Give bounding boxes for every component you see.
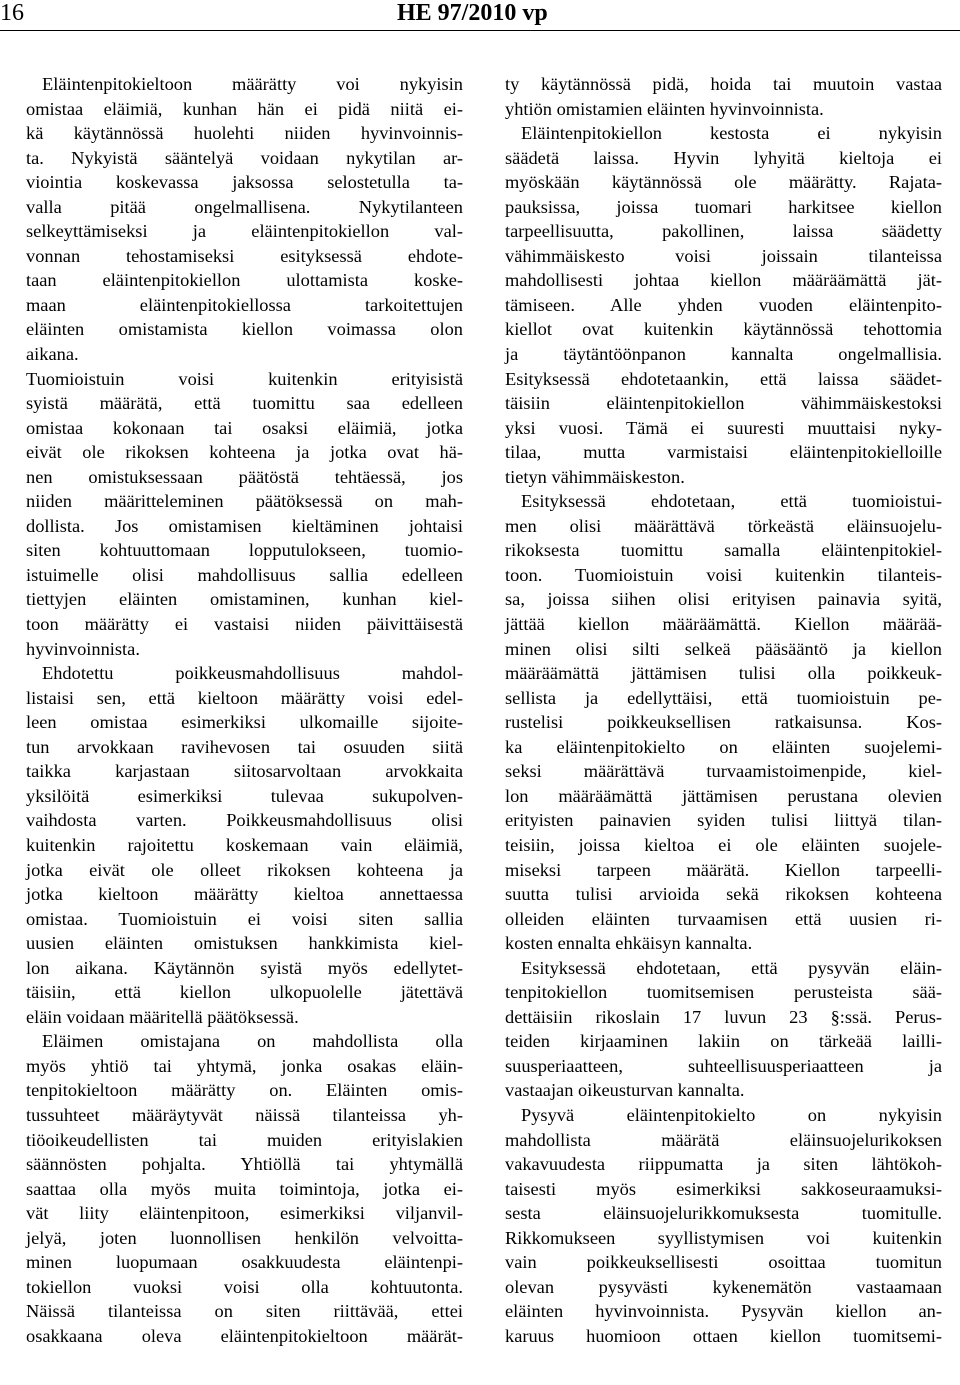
text-line: vastaajan oikeusturvan kannalta. — [505, 1080, 745, 1101]
text-line: suusperiaatteen, suhteellisuusperiaatteen ja — [505, 1055, 942, 1076]
text-line: yhtiön omistamien eläinten hyvinvoinnista. — [505, 98, 824, 119]
text-line: tokiellon vuoksi voisi olla kohtuutonta. — [26, 1276, 463, 1297]
text-line: tun arvokkaan ravihevosen tai osuuden siitä — [26, 736, 463, 757]
text-line: yksi vuosi. Tämä ei suuresti muuttaisi nyky- — [505, 417, 942, 438]
text-line: saattaa olla myös muita toimintoja, jotka ei- — [26, 1178, 463, 1199]
text-line: yksilöitä esimerkiksi tulevaa sukupolven- — [26, 785, 463, 806]
text-line: maan eläintenpitokiellossa tarkoitettujen — [26, 294, 463, 315]
text-line: tussuhteet määräytyvät näissä tilanteissa yh- — [26, 1104, 463, 1125]
text-line: nen omistuksessaan päätöstä tehtäessä, jos — [26, 466, 463, 487]
text-line: tiöoikeudellisten tai muiden erityislakien — [26, 1129, 463, 1150]
text-line: hyvinvoinnista. — [26, 638, 140, 659]
text-line: ka eläintenpitokielto on eläinten suojelemi- — [505, 736, 942, 757]
text-line: määräämättä jättämisen tulisi olla poikkeuk- — [505, 663, 942, 684]
text-line: kuitenkin rajoitettu koskemaan vain eläimiä, — [26, 834, 463, 855]
text-line: täisiin eläintenpitokiellon vähimmäiskestoksi — [505, 393, 942, 414]
text-line: Esityksessä ehdotetaankin, että laissa säädet- — [505, 368, 942, 389]
text-line: olleiden eläinten turvaamisen että uusien ri- — [505, 908, 942, 929]
text-line: ty käytännössä pidä, hoida tai muutoin vastaa — [505, 74, 942, 94]
text-line: vähimmäiskesto voisi joissain tilanteissa — [505, 245, 942, 266]
text-line: uusien eläinten omistuksen hankkimista kiel- — [26, 933, 463, 954]
text-line: taikka karjastaan siitosarvoltaan arvokkaita — [26, 761, 463, 782]
header-divider — [0, 30, 960, 31]
text-line: vakavuudesta riippumatta ja siten lähtökoh- — [505, 1154, 942, 1175]
text-line: sa, joissa siihen olisi erityisen painavia syitä, — [505, 589, 942, 610]
text-line: tenpitokieltoon määrätty on. Eläinten omis- — [26, 1080, 463, 1101]
text-line: sesta eläinsuojelurikkomuksesta tuomitulle. — [505, 1203, 942, 1224]
text-line: erityisten painavien syiden tulisi liittyä tilan- — [505, 810, 942, 831]
text-line: tämiseen. Alle yhden vuoden eläintenpito- — [505, 294, 942, 315]
page-header — [0, 0, 960, 30]
text-line: Eläintenpitokiellon kestosta ei nykyisin — [521, 123, 942, 144]
text-line: karuus huomioon ottaen kiellon tuomitsemi- — [505, 1325, 942, 1346]
text-line: selkeyttämiseksi ja eläintenpitokiellon val- — [26, 221, 463, 242]
text-line: kiellot ovat kuitenkin käytännössä tehottomia — [505, 319, 942, 340]
text-line: minen luopumaan osakkuudesta eläintenpi- — [26, 1252, 463, 1273]
page-number: 16 — [0, 0, 24, 26]
text-line: täisiin, että kiellon ulkopuolelle jätettävä — [26, 982, 463, 1003]
text-line: kosten ennalta ehkäisyn kannalta. — [505, 933, 753, 954]
text-line: omistaa eläimiä, kunhan hän ei pidä niitä ei- — [26, 98, 463, 119]
text-line: minen olisi silti selkeä pääsääntö ja kiellon — [505, 638, 942, 659]
text-line: men olisi määrättävä törkeästä eläinsuojelu- — [505, 515, 942, 536]
text-line: lon aikana. Käytännön syistä myös edellytet- — [26, 957, 463, 978]
text-line: viointia koskevassa jaksossa selostetulla ta- — [26, 172, 463, 193]
text-line: säädetä laissa. Hyvin lyhyitä kieltoja ei — [505, 147, 942, 168]
text-line: niiden määritteleminen päätöksessä on mah- — [26, 491, 463, 512]
text-line: myöskään käytännössä ole määrätty. Rajata- — [505, 172, 942, 193]
text-line: sellista ja edellyttäisi, että tuomioistuin pe- — [505, 687, 942, 708]
text-line: lon määräämättä jättämisen perustana olevien — [505, 785, 942, 806]
text-line: vain poikkeuksellisesti osoittaa tuomitun — [505, 1252, 942, 1273]
text-line: ta. Nykyistä sääntelyä voidaan nykytilan ar- — [26, 147, 463, 168]
text-line: jelyä, joten luonnollisen henkilön velvoitta- — [26, 1227, 463, 1248]
text-line: osakkaana oleva eläintenpitokieltoon määrät- — [26, 1325, 463, 1346]
text-line: Eläimen omistajana on mahdollista olla — [42, 1031, 463, 1052]
text-line: vaihdosta varten. Poikkeusmahdollisuus olisi — [26, 810, 463, 831]
text-line: teiden kirjaaminen lakiin on tärkeää lailli- — [505, 1031, 942, 1052]
text-line: olevan pysyvästi kykenemätön vastaamaan — [505, 1276, 942, 1297]
text-line: rustelisi poikkeuksellisen ratkaisunsa. Kos- — [505, 712, 942, 733]
left-text-column — [26, 72, 463, 1348]
text-line: Näissä tilanteissa on siten riittävää, ettei — [26, 1301, 463, 1322]
text-line: Tuomioistuin voisi kuitenkin erityisistä — [26, 368, 463, 389]
text-line: istuimelle olisi mahdollisuus sallia edelleen — [26, 564, 463, 585]
text-line: eläinten hyvinvoinnista. Pysyvän kiellon an- — [505, 1301, 942, 1322]
text-line: omistaa. Tuomioistuin ei voisi siten sallia — [26, 908, 463, 929]
text-line: aikana. — [26, 344, 79, 365]
text-line: tietyn vähimmäiskeston. — [505, 466, 685, 487]
text-line: leen omistaa esimerkiksi ulkomaille sijoite- — [26, 712, 463, 733]
text-line: omistaa kokonaan tai osaksi eläimiä, jotka — [26, 417, 463, 438]
text-line: ja täytäntöönpanon kannalta ongelmallisia. — [505, 344, 942, 365]
text-line: dettäisiin rikoslain 17 luvun 23 §:ssä. Perus- — [505, 1006, 942, 1027]
text-line: taisesti myös esimerkiksi sakkoseuraamuksi- — [505, 1178, 942, 1199]
text-line: Ehdotettu poikkeusmahdollisuus mahdol- — [42, 663, 463, 684]
text-line: pauksissa, joissa tuomari harkitsee kiellon — [505, 196, 942, 217]
text-line: Esityksessä ehdotetaan, että tuomioistui- — [521, 491, 942, 512]
text-line: miseksi tarpeen määrätä. Kiellon tarpeelli- — [505, 859, 942, 880]
text-line: siten kohtuuttomaan lopputulokseen, tuomio- — [26, 540, 463, 561]
text-line: kä käytännössä huolehti niiden hyvinvoinnis- — [26, 123, 463, 144]
text-line: tenpitokiellon tuomitsemisen perusteista sää- — [505, 982, 942, 1003]
text-line: syistä määrätä, että tuomittu saa edelleen — [26, 393, 463, 414]
text-line: vonnan tehostamiseksi esityksessä ehdote- — [26, 245, 463, 266]
text-line: tarpeellisuutta, pakollinen, laissa säädetty — [505, 221, 942, 242]
text-line: toon. Tuomioistuin voisi kuitenkin tilanteis- — [505, 564, 942, 585]
text-line: säännösten pohjalta. Yhtiöllä tai yhtymällä — [26, 1154, 463, 1175]
text-line: listaisi sen, että kieltoon määrätty voisi edel- — [26, 687, 463, 708]
text-line: eläinten omistamista kiellon voimassa olon — [26, 319, 463, 340]
right-text-column — [505, 72, 942, 1348]
text-line: vät liity eläintenpitoon, esimerkiksi viljanvil- — [26, 1203, 463, 1224]
text-line: jotka kieltoon määrätty kieltoa annettaessa — [26, 884, 463, 905]
text-line: tilaa, mutta varmistaisi eläintenpitokielloille — [505, 442, 942, 463]
text-line: Eläintenpitokieltoon määrätty voi nykyisin — [42, 74, 463, 94]
text-line: toon määrätty ei vastaisi niiden päivittäisestä — [26, 614, 463, 635]
document-id: HE 97/2010 vp — [397, 0, 548, 26]
text-line: suutta tulisi arvioida sekä rikoksen kohteena — [505, 884, 942, 905]
text-line: Rikkomukseen syyllistymisen voi kuitenkin — [505, 1227, 942, 1248]
text-line: Esityksessä ehdotetaan, että pysyvän eläin- — [521, 957, 942, 978]
text-line: myös yhtiö tai yhtymä, jonka osakas eläin- — [26, 1055, 463, 1076]
text-line: rikoksesta tuomittu samalla eläintenpitokiel- — [505, 540, 942, 561]
text-line: eivät ole rikoksen kohteena ja jotka ovat hä- — [26, 442, 463, 463]
text-line: mahdollista määrätä eläinsuojelurikoksen — [505, 1129, 942, 1150]
text-line: Pysyvä eläintenpitokielto on nykyisin — [521, 1104, 942, 1125]
text-line: teisiin, joissa kieltoa ei ole eläinten suojele- — [505, 834, 942, 855]
text-line: jotka eivät ole olleet rikoksen kohteena ja — [26, 859, 463, 880]
text-line: jättää kiellon määräämättä. Kiellon määrää- — [505, 614, 942, 635]
text-line: dollista. Jos omistamisen kieltäminen johtaisi — [26, 515, 463, 536]
text-line: tiettyjen eläinten omistaminen, kunhan kiel- — [26, 589, 463, 610]
text-line: taan eläintenpitokiellon ulottamista koske- — [26, 270, 463, 291]
text-line: eläin voidaan määritellä päätöksessä. — [26, 1006, 299, 1027]
text-line: mahdollisesti johtaa kiellon määräämättä jät- — [505, 270, 942, 291]
text-line: valla pitää ongelmallisena. Nykytilanteen — [26, 196, 463, 217]
text-line: seksi määrättävä turvaamistoimenpide, kiel- — [505, 761, 942, 782]
